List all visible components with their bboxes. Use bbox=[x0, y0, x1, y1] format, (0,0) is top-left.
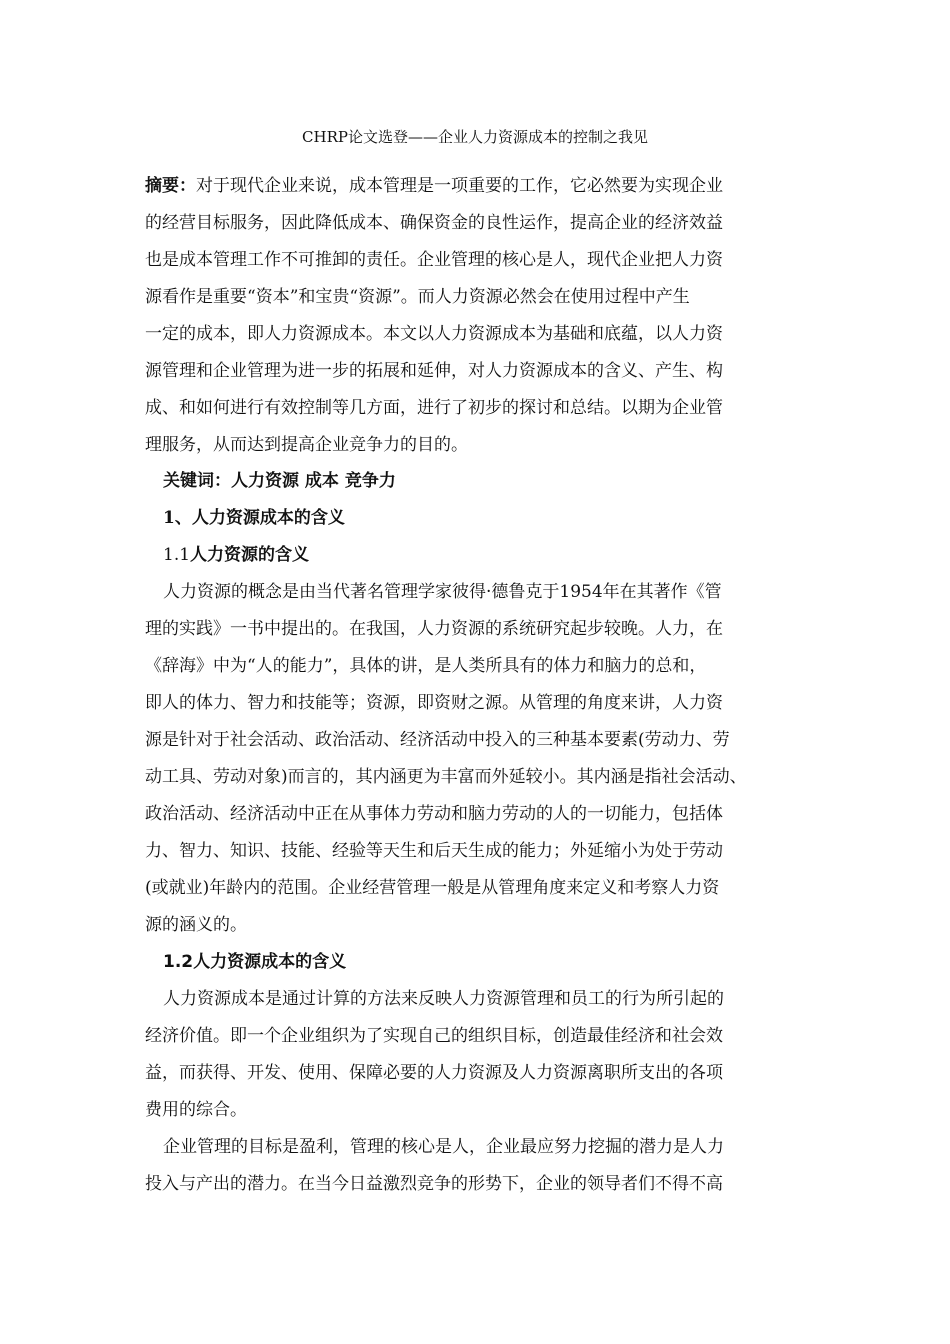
abstract-line: 一定的成本，即人力资源成本。本文以人力资源成本为基础和底蕴，以人力资 bbox=[145, 324, 723, 344]
section-heading-1-1-line bbox=[145, 537, 815, 574]
paragraph-hr-cost bbox=[145, 981, 815, 1129]
section-number: 1.1 bbox=[163, 545, 191, 565]
abstract-line bbox=[145, 168, 815, 205]
paragraph-human-resources bbox=[145, 574, 815, 944]
paragraph-line: 政治活动、经济活动中正在从事体力劳动和脑力劳动的人的一切能力，包括体 bbox=[145, 804, 723, 824]
abstract-line: 也是成本管理工作不可推卸的责任。企业管理的核心是人，现代企业把人力资 bbox=[145, 250, 723, 270]
section-heading-1 bbox=[145, 500, 815, 537]
paragraph-line: 动工具、劳动对象)而言的，其内涵更为丰富而外延较小。其内涵是指社会活动、 bbox=[145, 767, 747, 787]
paragraph-line: 源的涵义的。 bbox=[145, 915, 247, 935]
section-heading-1-2-text: 人力资源成本的含义 bbox=[193, 952, 347, 972]
paragraph-line: 《辞海》中为“人的能力”，具体的讲，是人类所具有的体力和脑力的总和， bbox=[145, 656, 707, 676]
document-title: CHRP论文选登——企业人力资源成本的控制之我见 bbox=[302, 128, 648, 146]
abstract-paragraph bbox=[145, 168, 815, 464]
paragraph-line: 费用的综合。 bbox=[145, 1100, 247, 1120]
paragraph-line: 人力资源的概念是由当代著名管理学家彼得·德鲁克于1954年在其著作《管 bbox=[163, 582, 722, 602]
abstract-line-text: 对于现代企业来说，成本管理是一项重要的工作，它必然要为实现企业 bbox=[196, 176, 723, 196]
paragraph-line: 益，而获得、开发、使用、保障必要的人力资源及人力资源离职所支出的各项 bbox=[145, 1063, 723, 1083]
paragraph-line: 经济价值。即一个企业组织为了实现自己的组织目标，创造最佳经济和社会效 bbox=[145, 1026, 723, 1046]
paragraph-line: 人力资源成本是通过计算的方法来反映人力资源管理和员工的行为所引起的 bbox=[163, 989, 724, 1009]
section-heading-1-2 bbox=[145, 944, 815, 981]
keywords-text: 关键词：人力资源 成本 竞争力 bbox=[163, 471, 396, 491]
abstract-line: 源管理和企业管理为进一步的拓展和延伸，对人力资源成本的含义、产生、构 bbox=[145, 361, 723, 381]
paragraph-line: 投入与产出的潜力。在当今日益激烈竞争的形势下，企业的领导者们不得不高 bbox=[145, 1174, 723, 1194]
paragraph-line: 理的实践》一书中提出的。在我国，人力资源的系统研究起步较晚。人力，在 bbox=[145, 619, 723, 639]
section-heading-1-2-line bbox=[145, 944, 815, 981]
paragraph-line: 即人的体力、智力和技能等；资源，即资财之源。从管理的角度来讲，人力资 bbox=[145, 693, 723, 713]
abstract-line: 成、和如何进行有效控制等几方面，进行了初步的探讨和总结。以期为企业管 bbox=[145, 398, 723, 418]
paragraph-line: 力、智力、知识、技能、经验等天生和后天生成的能力；外延缩小为处于劳动 bbox=[145, 841, 723, 861]
abstract-line: 源看作是重要“资本”和宝贵“资源”。而人力资源必然会在使用过程中产生 bbox=[145, 287, 690, 307]
abstract-line: 的经营目标服务，因此降低成本、确保资金的良性运作，提高企业的经济效益 bbox=[145, 213, 723, 233]
section-heading-1-1-text: 人力资源的含义 bbox=[190, 545, 310, 565]
paragraph-line: 源是针对于社会活动、政治活动、经济活动中投入的三种基本要素(劳动力、劳 bbox=[145, 730, 730, 750]
abstract-line: 理服务，从而达到提高企业竞争力的目的。 bbox=[145, 435, 468, 455]
keywords-line bbox=[145, 463, 815, 500]
paragraph-line: (或就业)年龄内的范围。企业经营管理一般是从管理角度来定义和考察人力资 bbox=[145, 878, 720, 898]
section-heading-1-text: 1、人力资源成本的含义 bbox=[163, 508, 345, 528]
paragraph-line: 企业管理的目标是盈利，管理的核心是人，企业最应努力挖掘的潜力是人力 bbox=[163, 1137, 724, 1157]
section-heading-1-1 bbox=[145, 537, 815, 574]
section-number: 1.2 bbox=[163, 952, 194, 972]
abstract-label: 摘要： bbox=[145, 176, 196, 196]
paragraph-management-goal bbox=[145, 1129, 815, 1203]
